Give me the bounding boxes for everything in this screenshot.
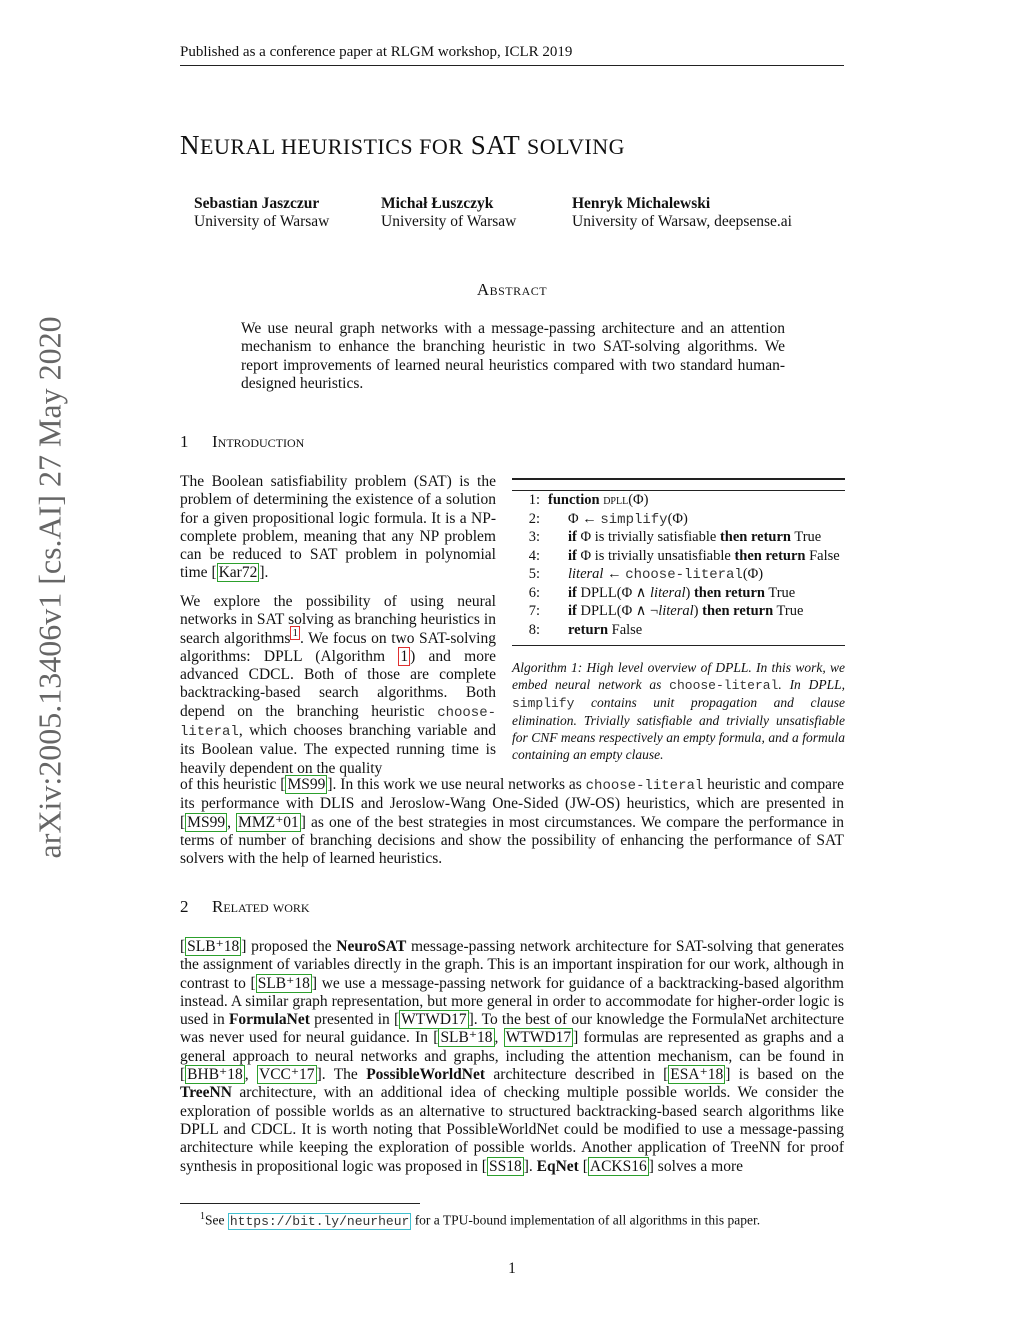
citation-link[interactable]: MMZ⁺01 (238, 813, 299, 831)
algorithm-line: 5: literal ← choose-literal(Φ) (528, 566, 764, 583)
citation-link[interactable]: MS99 (187, 813, 226, 831)
author-name: Michał Łuszczyk (381, 195, 494, 212)
algorithm-line: 1: function dpll(Φ) (528, 492, 649, 508)
intro-paragraph-1: The Boolean satisfiability problem (SAT) is the problem of determining the existence of a solution for a given propositional logic formula. It is a NP-complete problem, meaning that any NP problem can be reduced to SAT problem in polynomial time [ Kar72 ]. (180, 473, 496, 582)
abstract-text: We use neural graph networks with a message-passing architecture and an attention mechanism to enhance the branching heuristic in two SAT-solving algorithms. We report improvements of learned neural heuristics compared with two standard human-designed heuristics. (241, 320, 785, 392)
citation-link[interactable]: SLB⁺18 (257, 974, 310, 992)
algorithm-line: 8: return False (528, 621, 643, 638)
algorithm-caption: Algorithm 1: High level overview of DPLL. In this work, we embed neural network as choose-literal. In DPLL, simplify contains unit propagation and clause elimination. Trivially satisfiable and trivially unsatisfiable for CNF means respectively an empty formula, and a formula containing an empty clause. (512, 660, 845, 762)
algorithm-line: 6: if DPLL(Φ ∧ literal) then return True (528, 584, 796, 601)
citation-link[interactable]: VCC⁺17 (259, 1066, 315, 1084)
citation-link[interactable]: ACKS16 (589, 1157, 647, 1175)
citation-link[interactable]: ESA⁺18 (670, 1066, 724, 1084)
author-name: Henryk Michalewski (572, 195, 711, 212)
abstract-heading: Abstract (476, 280, 548, 299)
algorithm-line: 4: if Φ is trivially unsatisfiable then return False (528, 547, 840, 564)
citation-link[interactable]: MS99 (287, 776, 326, 793)
citation-link[interactable]: WTWD17 (505, 1029, 572, 1047)
author-2 (381, 195, 516, 231)
algorithm-ref-link[interactable]: 1 (400, 647, 409, 665)
author-name: Sebastian Jaszczur (194, 195, 320, 212)
citation-link[interactable]: SLB⁺18 (187, 938, 240, 955)
author-affiliation: University of Warsaw (381, 213, 517, 230)
algorithm-1-box (512, 478, 845, 646)
author-3 (572, 195, 792, 231)
author-1 (194, 195, 329, 231)
footnote: $^1$See https://bit.ly/neurheur for a TPU-bound implementation of all algorithms in this paper. (200, 1211, 761, 1229)
footnote-rule (180, 1203, 420, 1204)
algorithm-line: 3: if Φ is trivially satisfiable then return True (528, 529, 822, 545)
paper-title: NEURAL HEURISTICS FOR SAT SOLVING (180, 130, 625, 160)
citation-link[interactable]: SLB⁺18 (440, 1029, 493, 1047)
intro-paragraph-2-continued: of this heuristic [ MS99 ]. In this work we use neural networks as choose-literal heuristic and compare its performance with DLIS and Jeroslow-Wang One-Sided (JW-OS) heuristics, which are presented in [ MS99 , MMZ⁺01 ] as one of the best strategies in most circumstances. We compare the performance in terms of number of branching decisions and show the possibility of enhancing the performance of SAT solvers with the help of learned heuristics. (180, 776, 845, 868)
citation-link[interactable]: WTWD17 (401, 1011, 467, 1029)
citation-link[interactable]: Kar72 (218, 564, 258, 582)
citation-link[interactable]: SS18 (488, 1157, 522, 1175)
related-work-paragraph: [ SLB⁺18 ] proposed the NeuroSAT message-passing network architecture for SAT-solving that generates the assignment of variables directly in the graph. This is an important inspiration for our work, although in contrast to [ SLB⁺18 ] we use a message-passing network for guidance of a backtracking-based algorithm instead. A similar graph representation, but more general in order to accommodate for higher-order logic is used in FormulaNet presented in [ WTWD17 ]. To the best of our knowledge the FormulaNet architecture was never used for neural guidance. In [ SLB⁺18 , WTWD17 ] formulas are represented as graphs and a general approach to neural networks and graphs, including the attention mechanism, can be found in [ BHB⁺18 , VCC⁺17 ]. The PossibleWorldNet architecture described in [ ESA⁺18 ] is based on the TreeNN architecture, with an additional idea of checking multiple possible worlds. We consider the exploration of possible worlds as an alternative to structured backtracking-based search algorithms like DPLL and CDCL. It is worth noting that PossibleWorldNet could be modified to use a message-passing architecture while keeping the exploration of possible worlds. Another application of TreeNN for proof synthesis in propositional logic was proposed in [ SS18 ]. EqNet [ ACKS16 ] solves a more (180, 938, 845, 1175)
section-1-heading: 1 Introduction (180, 432, 305, 451)
algorithm-line: 7: if DPLL(Φ ∧ ¬literal) then return True (528, 603, 804, 619)
footnote-url-link[interactable]: https://bit.ly/neurheur (229, 1213, 410, 1229)
author-affiliation: University of Warsaw, deepsense.ai (572, 213, 792, 230)
author-affiliation: University of Warsaw (194, 213, 330, 230)
arxiv-side-label: arXiv:2005.13406v1 [cs.AI] 27 May 2020 (31, 316, 68, 859)
footnote-link[interactable]: 1 (292, 627, 298, 640)
algorithm-line: 2: Φ ← simplify(Φ) (528, 510, 688, 528)
running-header: Published as a conference paper at RLGM workshop, ICLR 2019 (180, 44, 844, 66)
citation-link[interactable]: BHB⁺18 (187, 1066, 243, 1084)
page-number: 1 (508, 1260, 516, 1277)
section-2-heading: 2 Related work (180, 897, 310, 916)
intro-paragraph-2: We explore the possibility of using neural networks in SAT solving as branching heuristics in search algorithms $^1$ . We focus on two SAT-solving algorithms: DPLL (Algorithm 1 ) and more advanced CDCL. Both of those are complete backtracking-based search algorithms. Both depend on the branching heuristic choose-literal, which chooses branching variable and its Boolean value. The expected running time is heavily dependent on the quality (180, 593, 496, 777)
